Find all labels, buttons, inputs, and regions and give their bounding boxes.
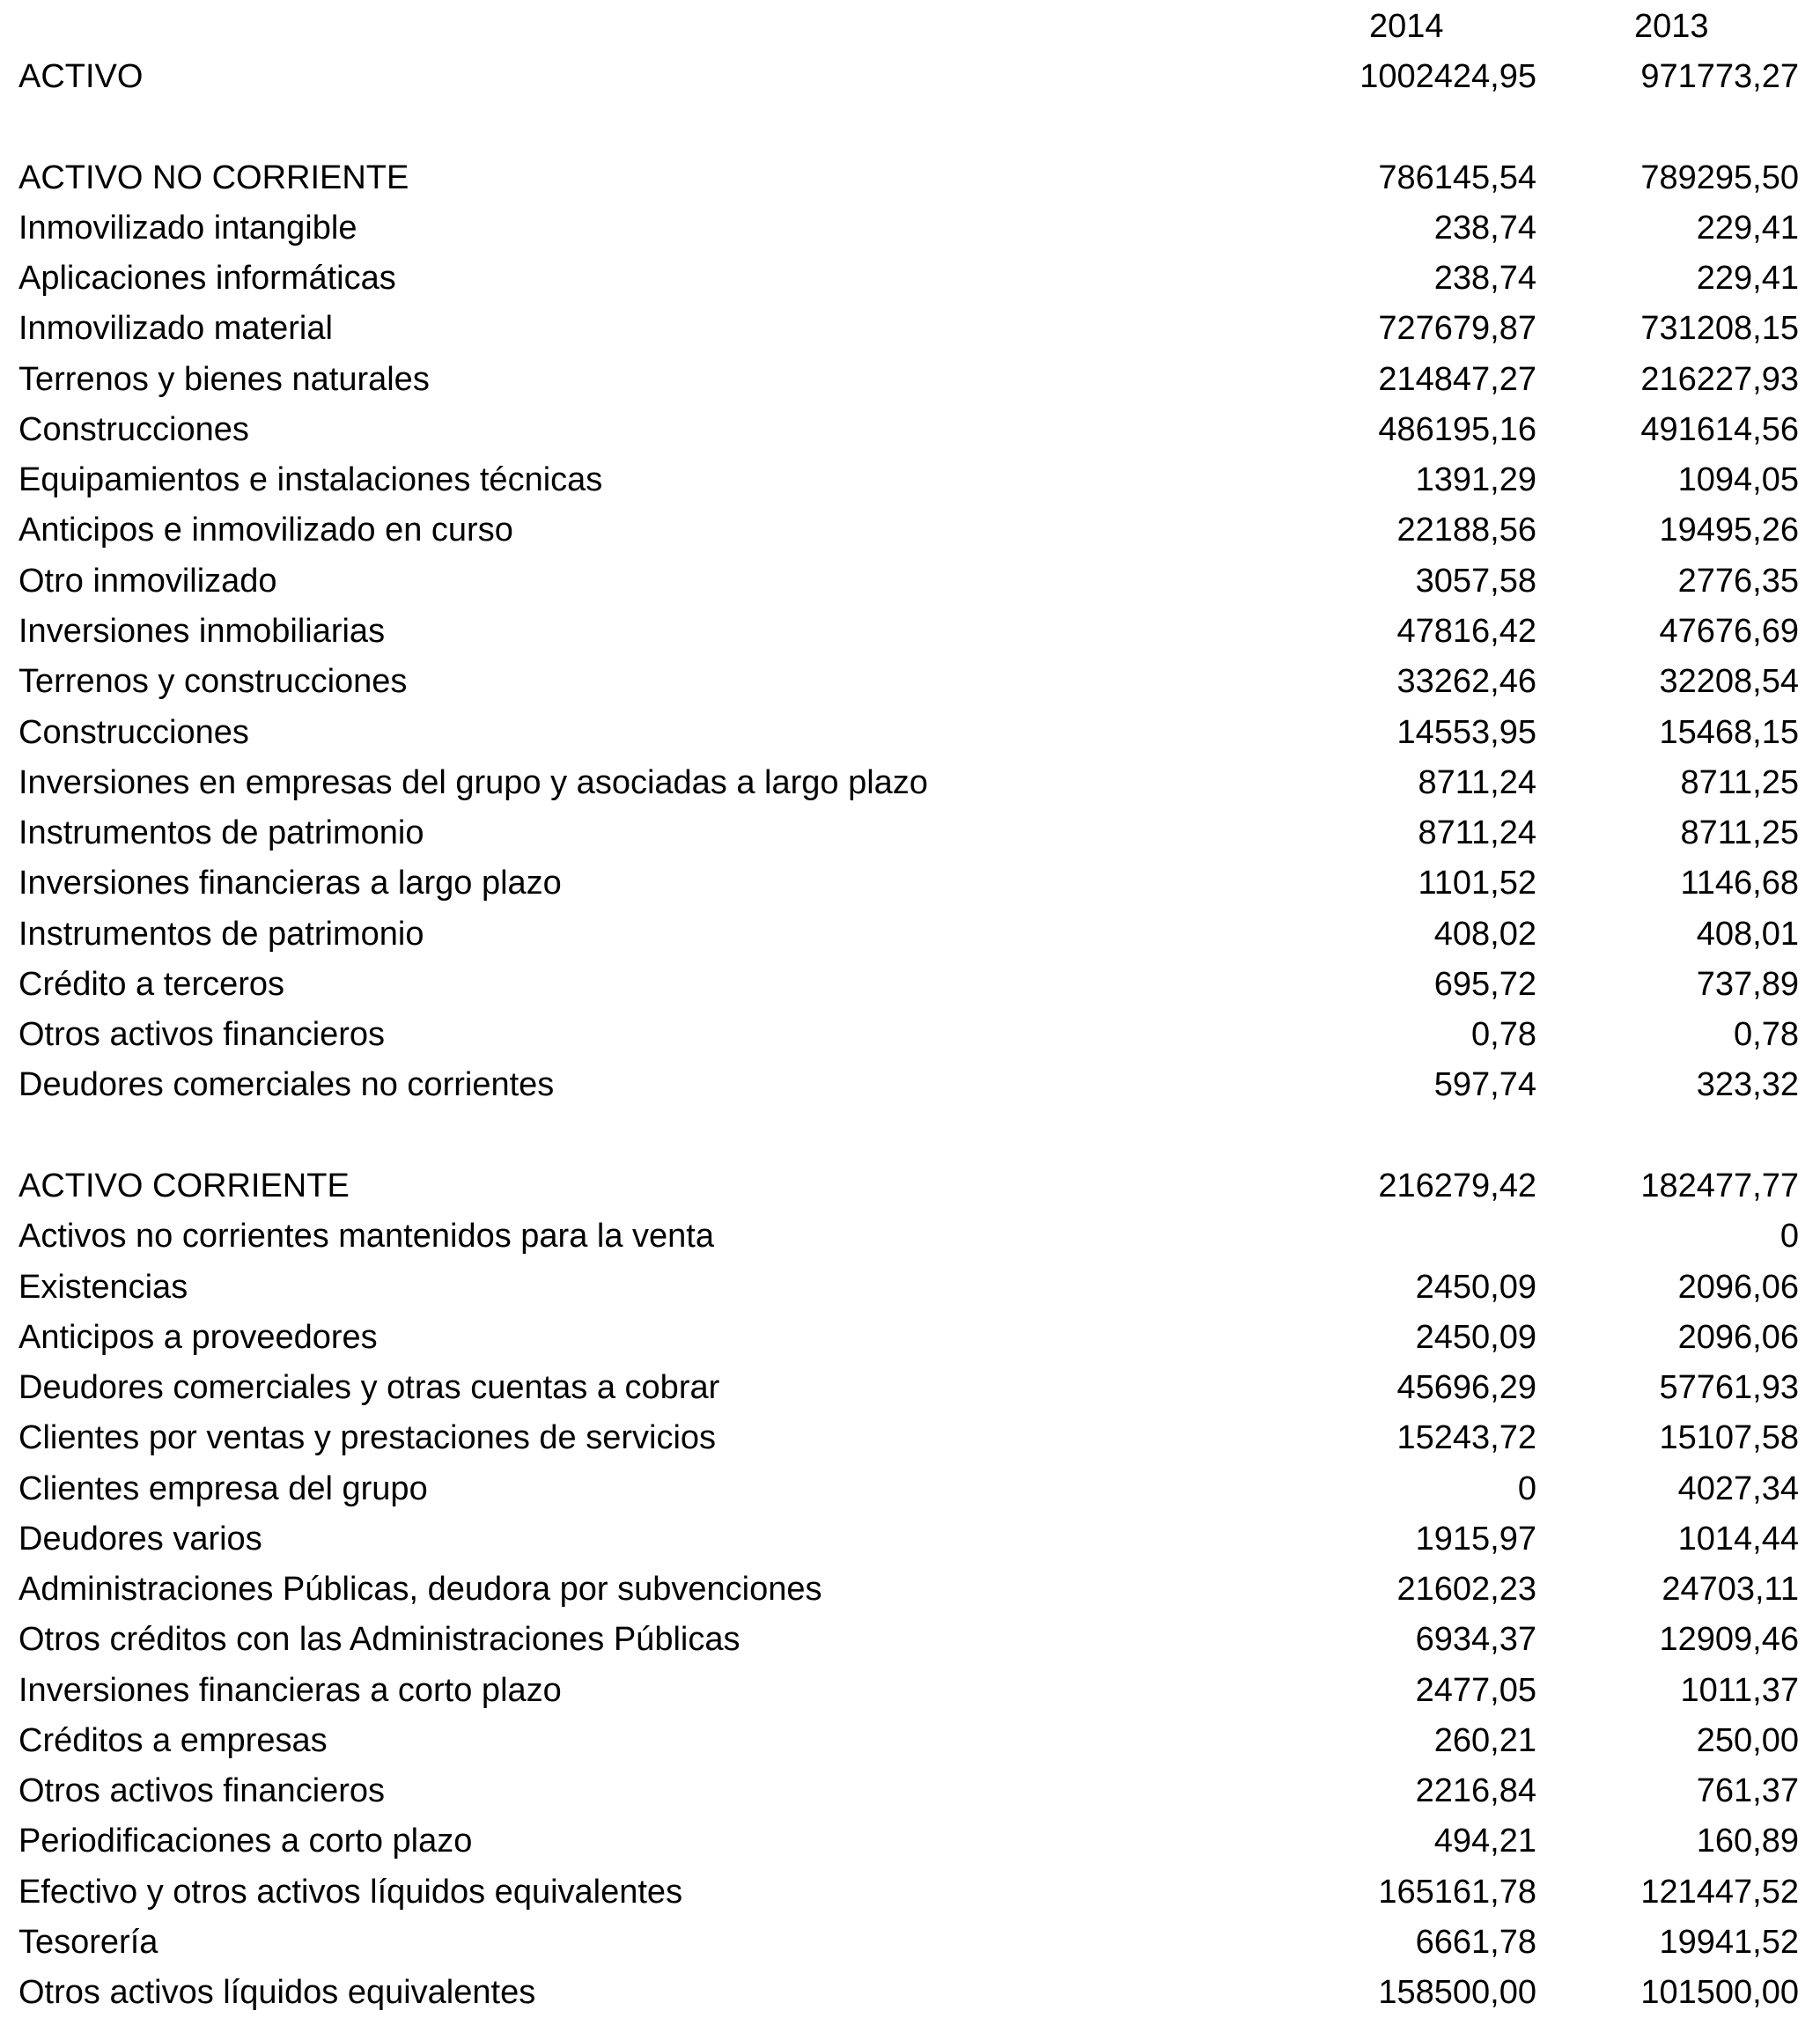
row-label: Otro inmovilizado xyxy=(18,562,277,600)
row-label: Clientes empresa del grupo xyxy=(18,1469,428,1507)
value-2014: 214847,27 xyxy=(1378,360,1536,398)
value-2014: 1391,29 xyxy=(1415,461,1536,499)
value-2014: 727679,87 xyxy=(1378,310,1536,348)
value-2014: 6934,37 xyxy=(1415,1621,1536,1659)
table-row xyxy=(0,708,1820,758)
table-row xyxy=(0,960,1820,1010)
row-label: Crédito a terceros xyxy=(18,965,285,1003)
row-label: Equipamientos e instalaciones técnicas xyxy=(18,461,603,499)
value-2013: 1014,44 xyxy=(1677,1520,1799,1558)
value-2013: 971773,27 xyxy=(1640,58,1799,95)
value-2013: 789295,50 xyxy=(1640,158,1799,196)
value-2013: 0 xyxy=(1779,1218,1799,1256)
table-row xyxy=(0,556,1820,607)
value-2014: 158500,00 xyxy=(1378,1974,1536,2012)
row-label: Terrenos y bienes naturales xyxy=(18,360,430,398)
value-2014: 2216,84 xyxy=(1415,1772,1536,1810)
value-2013: 47676,69 xyxy=(1659,613,1799,650)
value-2013: 182477,77 xyxy=(1640,1167,1799,1204)
value-2014: 165161,78 xyxy=(1378,1873,1536,1911)
table-row xyxy=(0,1464,1820,1514)
row-label: ACTIVO xyxy=(18,58,144,95)
table-row xyxy=(0,1615,1820,1665)
row-label: Inversiones en empresas del grupo y asociadas a largo plazo xyxy=(18,763,928,801)
row-label: Instrumentos de patrimonio xyxy=(18,814,424,852)
value-2014: 0 xyxy=(1517,1469,1536,1507)
value-2013: 408,01 xyxy=(1696,915,1799,953)
value-2013: 121447,52 xyxy=(1640,1873,1799,1911)
value-2013: 1094,05 xyxy=(1677,461,1799,499)
value-2014: 47816,42 xyxy=(1396,613,1536,650)
header-row xyxy=(0,2,1820,52)
value-2013: 323,32 xyxy=(1696,1066,1799,1104)
table-row xyxy=(0,355,1820,405)
value-2014: 238,74 xyxy=(1433,209,1536,247)
value-2014: 260,21 xyxy=(1433,1721,1536,1759)
value-2014: 2477,05 xyxy=(1415,1671,1536,1709)
value-2014: 597,74 xyxy=(1433,1066,1536,1104)
value-2013: 19941,52 xyxy=(1659,1924,1799,1961)
value-2014: 494,21 xyxy=(1433,1823,1536,1860)
value-2013: 0,78 xyxy=(1734,1016,1799,1054)
row-label: Otros activos financieros xyxy=(18,1016,386,1054)
value-2013: 15107,58 xyxy=(1659,1419,1799,1457)
value-2014: 22188,56 xyxy=(1396,512,1536,549)
value-2014: 14553,95 xyxy=(1396,713,1536,751)
table-row xyxy=(0,1514,1820,1565)
row-label: Inmovilizado intangible xyxy=(18,209,357,247)
value-2013: 57761,93 xyxy=(1659,1369,1799,1406)
row-label: Terrenos y construcciones xyxy=(18,663,408,701)
table-row xyxy=(0,607,1820,657)
blank-row xyxy=(0,1111,1820,1161)
value-2013: 8711,25 xyxy=(1680,814,1799,852)
table-row xyxy=(0,1060,1820,1110)
value-2013: 8711,25 xyxy=(1680,763,1799,801)
value-2013: 15468,15 xyxy=(1659,713,1799,751)
table-row xyxy=(0,758,1820,808)
row-label: Créditos a empresas xyxy=(18,1721,328,1759)
row-label: ACTIVO CORRIENTE xyxy=(18,1167,350,1204)
table-row xyxy=(0,1010,1820,1060)
table-row xyxy=(0,1212,1820,1262)
value-2013: 160,89 xyxy=(1696,1823,1799,1860)
value-2013: 737,89 xyxy=(1696,965,1799,1003)
row-label: Inversiones inmobiliarias xyxy=(18,613,386,650)
table-row xyxy=(0,1766,1820,1816)
row-label: Otros activos líquidos equivalentes xyxy=(18,1974,536,2012)
value-2013: 2096,06 xyxy=(1677,1268,1799,1306)
table-row xyxy=(0,1565,1820,1615)
value-2014: 786145,54 xyxy=(1378,158,1536,196)
value-2013: 229,41 xyxy=(1696,260,1799,298)
table-row xyxy=(0,1816,1820,1867)
value-2014: 1915,97 xyxy=(1415,1520,1536,1558)
value-2013: 229,41 xyxy=(1696,209,1799,247)
table-row xyxy=(0,1867,1820,1918)
value-2014: 33262,46 xyxy=(1396,663,1536,701)
table-row xyxy=(0,505,1820,556)
value-2014: 2450,09 xyxy=(1415,1268,1536,1306)
table-row xyxy=(0,1363,1820,1413)
value-2013: 2776,35 xyxy=(1677,562,1799,600)
column-header-2013: 2013 xyxy=(1634,8,1709,45)
row-label: Inversiones financieras a corto plazo xyxy=(18,1671,562,1709)
value-2014: 0,78 xyxy=(1471,1016,1536,1054)
table-row xyxy=(0,254,1820,304)
table-row xyxy=(0,1263,1820,1313)
value-2013: 250,00 xyxy=(1696,1721,1799,1759)
value-2013: 731208,15 xyxy=(1640,310,1799,348)
table-row xyxy=(0,153,1820,203)
row-label: Instrumentos de patrimonio xyxy=(18,915,424,953)
row-label: Tesorería xyxy=(18,1924,158,1961)
value-2014: 238,74 xyxy=(1433,260,1536,298)
value-2013: 761,37 xyxy=(1696,1772,1799,1810)
table-row xyxy=(0,1161,1820,1212)
table-row xyxy=(0,1716,1820,1766)
row-label: Periodificaciones a corto plazo xyxy=(18,1823,473,1860)
row-label: Administraciones Públicas, deudora por subvenciones xyxy=(18,1571,822,1609)
value-2013: 24703,11 xyxy=(1662,1571,1799,1609)
table-row xyxy=(0,1968,1820,2018)
row-label: Construcciones xyxy=(18,410,249,448)
row-label: Anticipos a proveedores xyxy=(18,1318,378,1356)
value-2014: 8711,24 xyxy=(1418,814,1536,852)
value-2014: 21602,23 xyxy=(1396,1571,1536,1609)
row-label: Activos no corrientes mantenidos para la venta xyxy=(18,1218,714,1256)
value-2013: 101500,00 xyxy=(1640,1974,1799,2012)
value-2014: 2450,09 xyxy=(1415,1318,1536,1356)
row-label: Aplicaciones informáticas xyxy=(18,260,396,298)
row-label: ACTIVO NO CORRIENTE xyxy=(18,158,409,196)
table-row xyxy=(0,657,1820,707)
table-row xyxy=(0,1313,1820,1363)
table-row xyxy=(0,1666,1820,1716)
value-2013: 12909,46 xyxy=(1659,1621,1799,1659)
table-row xyxy=(0,52,1820,102)
value-2014: 216279,42 xyxy=(1378,1167,1536,1204)
value-2013: 216227,93 xyxy=(1640,360,1799,398)
value-2014: 3057,58 xyxy=(1415,562,1536,600)
value-2014: 486195,16 xyxy=(1378,410,1536,448)
row-label: Deudores comerciales no corrientes xyxy=(18,1066,555,1104)
value-2013: 32208,54 xyxy=(1659,663,1799,701)
row-label: Deudores comerciales y otras cuentas a cobrar xyxy=(18,1369,720,1406)
row-label: Otros créditos con las Administraciones Públicas xyxy=(18,1621,741,1659)
blank-row xyxy=(0,102,1820,152)
column-header-2014: 2014 xyxy=(1369,8,1444,45)
row-label: Clientes por ventas y prestaciones de servicios xyxy=(18,1419,717,1457)
row-label: Otros activos financieros xyxy=(18,1772,386,1810)
row-label: Existencias xyxy=(18,1268,188,1306)
table-row xyxy=(0,910,1820,960)
value-2013: 1011,37 xyxy=(1680,1671,1799,1709)
value-2014: 1101,52 xyxy=(1418,865,1536,902)
value-2013: 19495,26 xyxy=(1659,512,1799,549)
value-2013: 1146,68 xyxy=(1680,865,1799,902)
value-2014: 408,02 xyxy=(1433,915,1536,953)
table-row xyxy=(0,1918,1820,1968)
table-row xyxy=(0,858,1820,909)
value-2014: 15243,72 xyxy=(1396,1419,1536,1457)
value-2014: 1002424,95 xyxy=(1359,58,1536,95)
row-label: Efectivo y otros activos líquidos equivalentes xyxy=(18,1873,683,1911)
value-2014: 6661,78 xyxy=(1415,1924,1536,1961)
value-2013: 491614,56 xyxy=(1640,410,1799,448)
value-2013: 4027,34 xyxy=(1677,1469,1799,1507)
table-row xyxy=(0,203,1820,254)
table-row xyxy=(0,1413,1820,1463)
table-row xyxy=(0,405,1820,455)
row-label: Inmovilizado material xyxy=(18,310,333,348)
value-2013: 2096,06 xyxy=(1677,1318,1799,1356)
value-2014: 8711,24 xyxy=(1418,763,1536,801)
row-label: Construcciones xyxy=(18,713,249,751)
row-label: Anticipos e inmovilizado en curso xyxy=(18,512,513,549)
row-label: Deudores varios xyxy=(18,1520,262,1558)
value-2014: 45696,29 xyxy=(1396,1369,1536,1406)
table-row xyxy=(0,808,1820,858)
table-row xyxy=(0,304,1820,354)
row-label: Inversiones financieras a largo plazo xyxy=(18,865,562,902)
table-row xyxy=(0,455,1820,505)
value-2014: 695,72 xyxy=(1433,965,1536,1003)
